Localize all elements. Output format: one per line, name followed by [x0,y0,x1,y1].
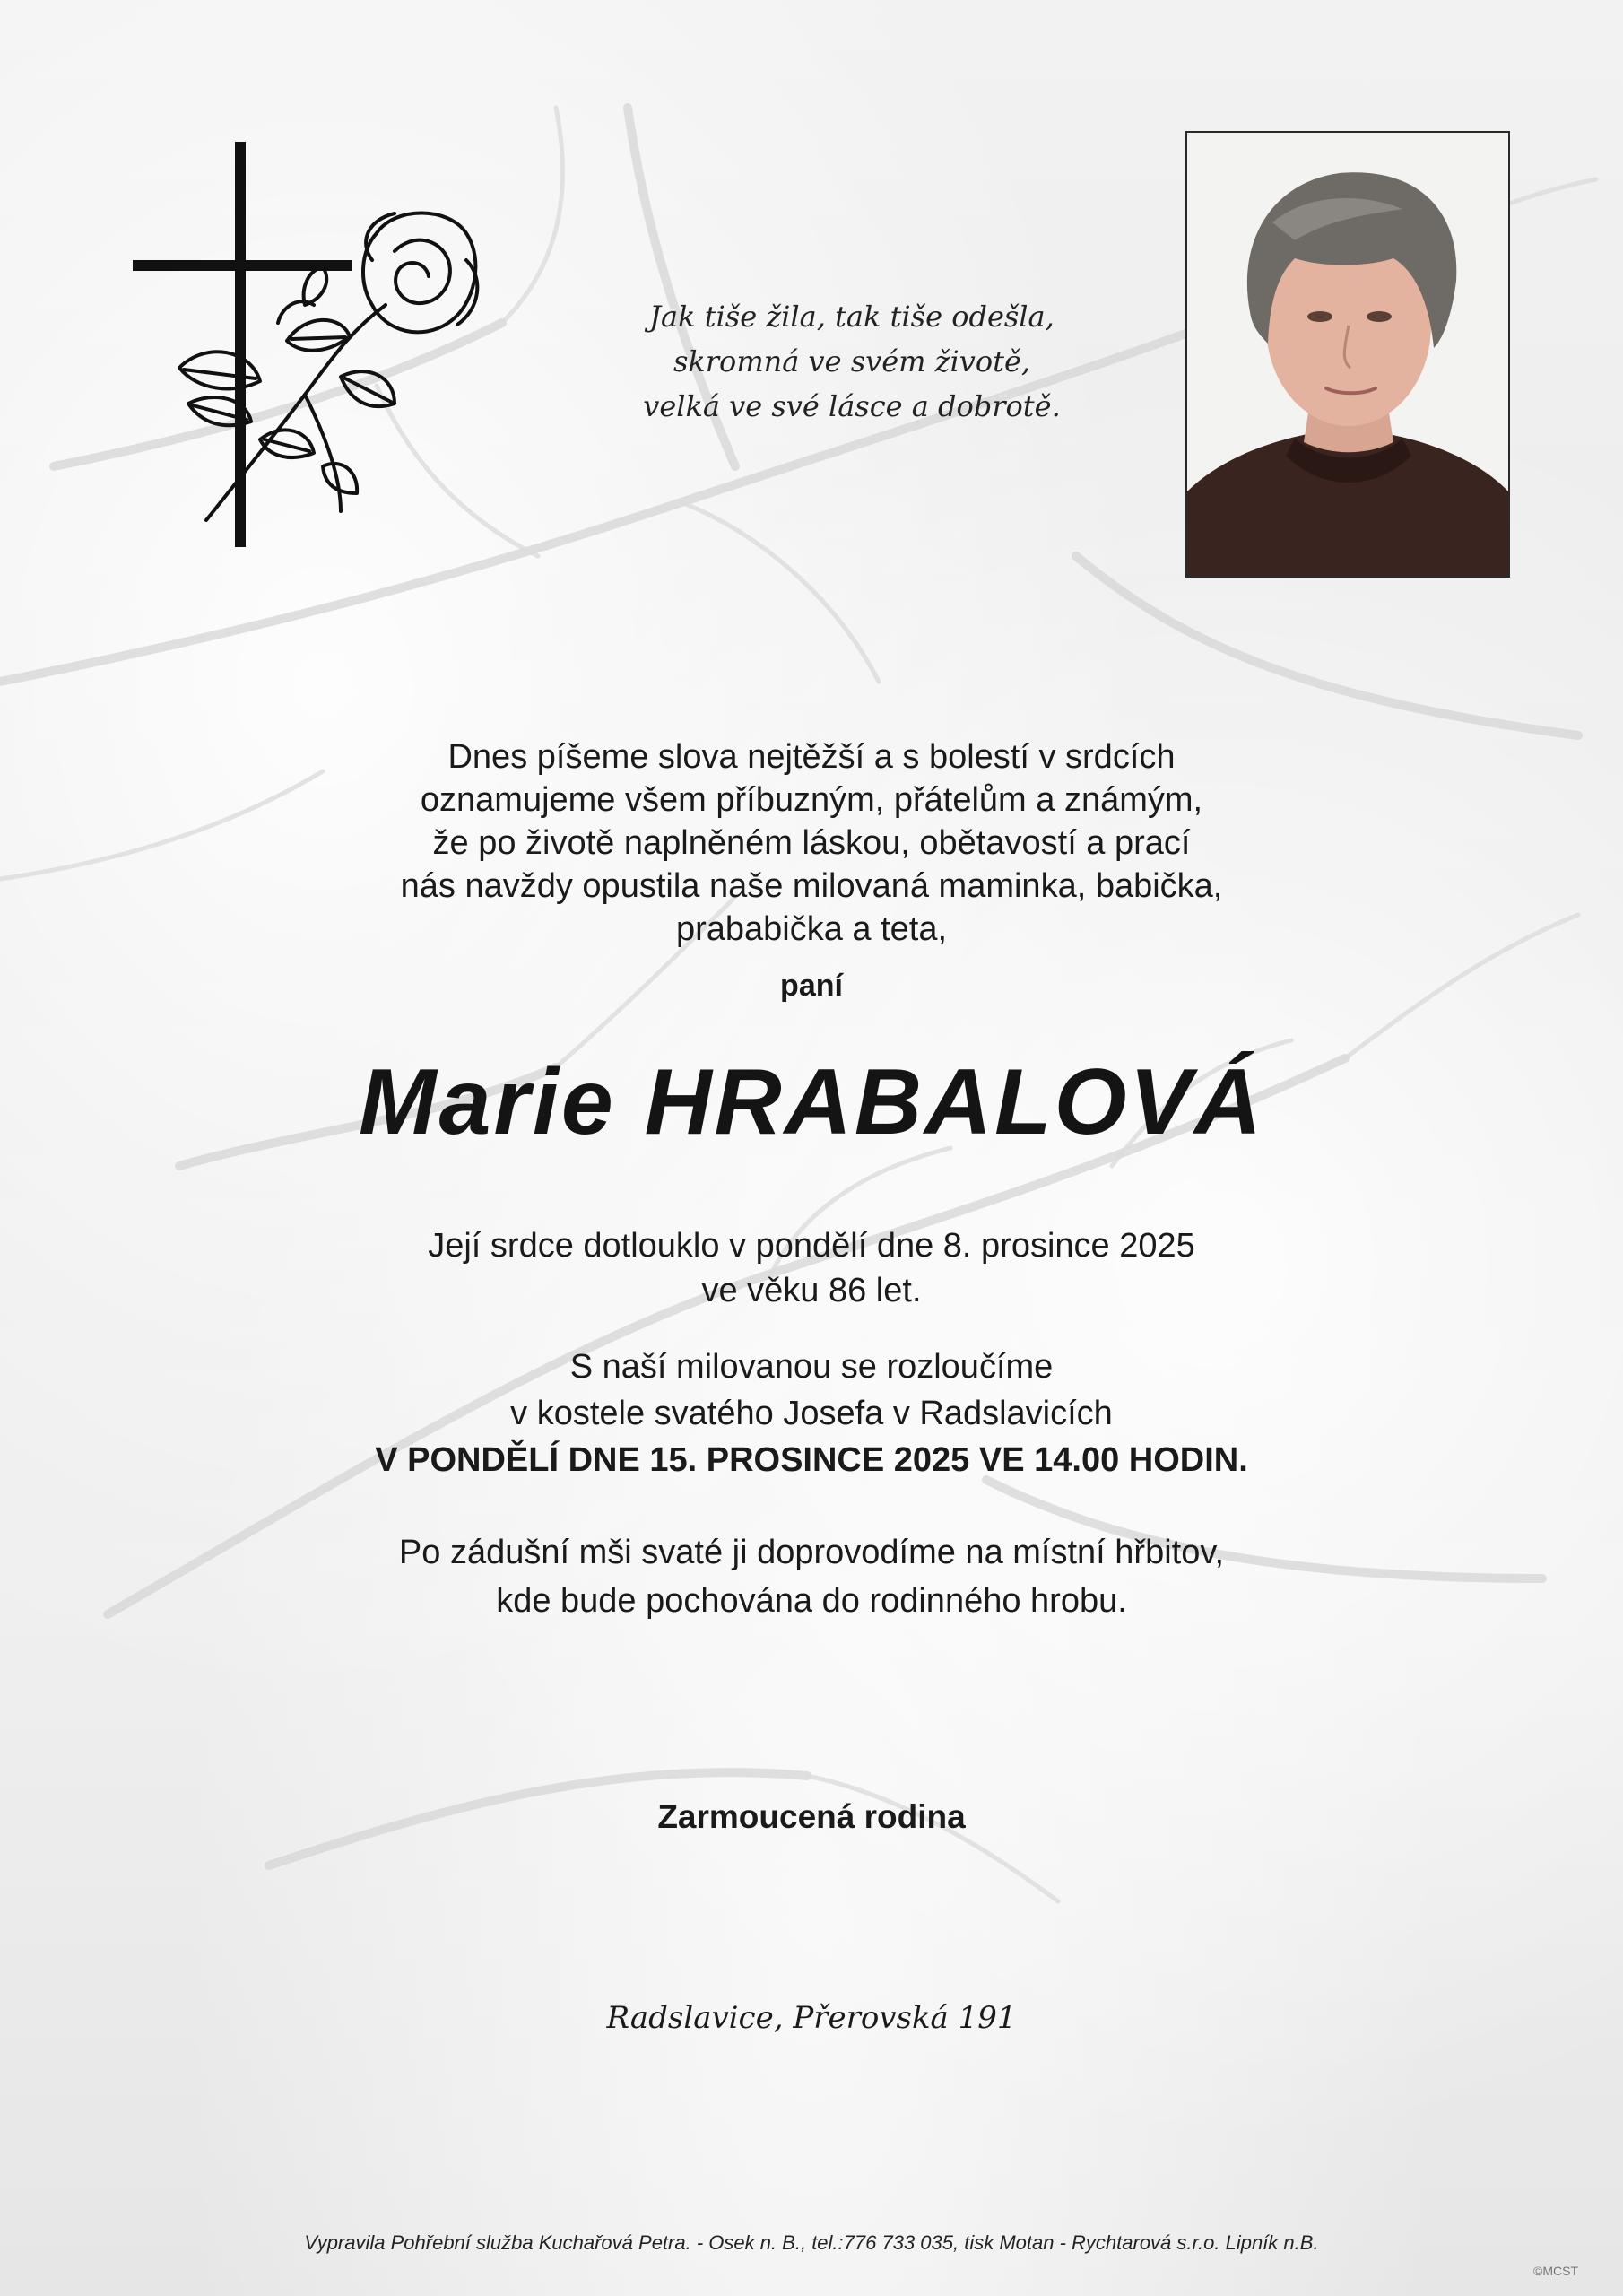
announcement-text [0,735,1623,951]
verse-line: skromná ve svém životě, [673,344,1031,378]
farewell-datetime: V PONDĚLÍ DNE 15. PROSINCE 2025 VE 14.00 HODIN. [375,1441,1248,1479]
farewell-line: v kostele svatého Josefa v Radslavicích [510,1395,1113,1432]
announcement-line: nás navždy opustila naše milovaná maminka, babička, [400,867,1223,905]
announcement-line: oznamujeme všem příbuzným, přátelům a známým, [420,781,1203,819]
family-signature: Zarmoucená rodina [657,1798,966,1835]
watermark: ©MCST [1533,2264,1578,2278]
burial-notice [0,1528,1623,1625]
cross-with-rose-emblem [126,135,538,565]
deceased-name: Marie HRABALOVÁ [359,1050,1264,1154]
family-address: Radslavice, Přerovská 191 [606,2000,1017,2036]
farewell-line: S naší milovanou se rozloučíme [569,1348,1054,1386]
honorific: paní [780,969,843,1003]
verse-line: velká ve své lásce a dobrotě. [643,389,1061,423]
announcement-line: Dnes píšeme slova nejtěžší a s bolestí v srdcích [447,738,1176,776]
funeral-service-footer: Vypravila Pohřební služba Kuchařová Petra. - Osek n. B., tel.:776 733 035, tisk Motan - Rychtarová s.r.o. Lipník n.B. [304,2231,1319,2254]
burial-line: kde bude pochována do rodinného hrobu. [496,1582,1127,1620]
death-notice [0,1223,1623,1313]
verse-line: Jak tiše žila, tak tiše odešla, [649,300,1055,334]
announcement-line: že po životě naplněném láskou, obětavostí a prací [432,824,1191,862]
death-line: Její srdce dotlouklo v pondělí dne 8. prosince 2025 [428,1227,1195,1265]
portrait-image [1187,133,1508,576]
memorial-verse [574,294,1130,429]
deceased-portrait-photo [1185,131,1510,578]
death-line: ve věku 86 let. [701,1272,922,1309]
farewell-notice [0,1344,1623,1483]
burial-line: Po zádušní mši svaté ji doprovodíme na místní hřbitov, [398,1534,1225,1571]
announcement-line: prababička a teta, [675,910,948,948]
